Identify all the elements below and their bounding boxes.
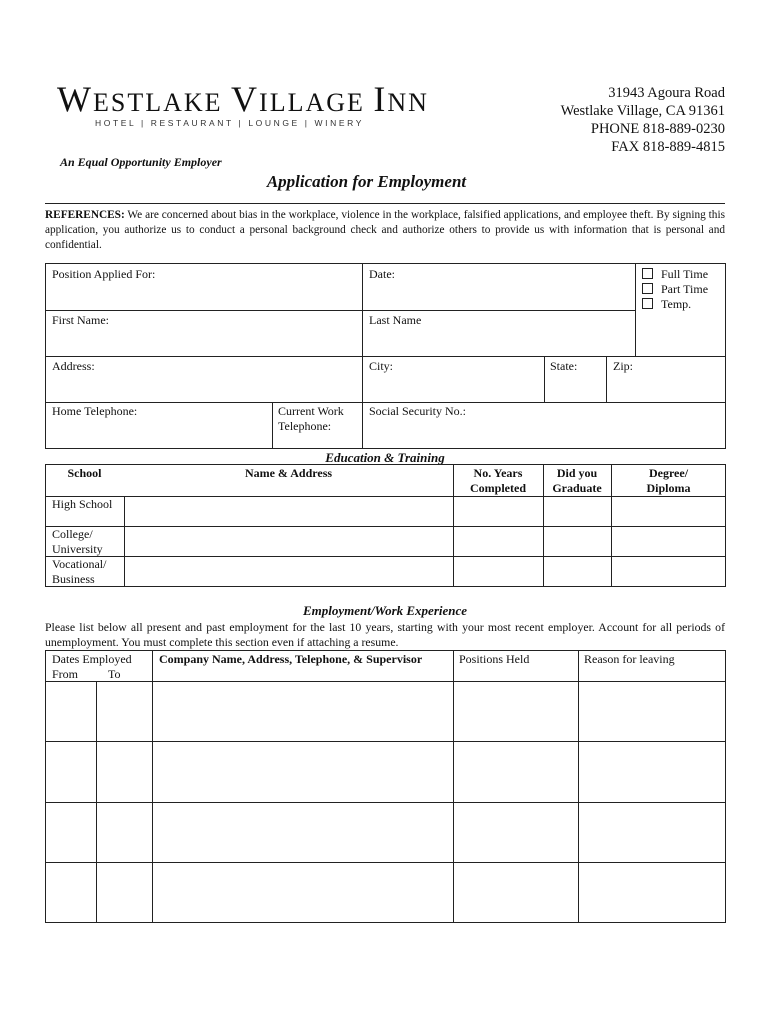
employment-table xyxy=(45,650,726,923)
divider xyxy=(544,356,545,402)
divider xyxy=(453,650,454,923)
divider xyxy=(578,650,579,923)
temp-label: Temp. xyxy=(661,297,692,311)
divider xyxy=(45,356,726,357)
fax-number: FAX 818-889-4815 xyxy=(611,139,725,155)
address-field[interactable]: Address: xyxy=(52,359,95,373)
divider xyxy=(45,741,726,742)
high-school-row-label: High School xyxy=(52,497,113,511)
name-address-column-header: Name & Address xyxy=(244,466,333,480)
references-text: We are concerned about bias in the workplace, violence in the workplace, falsified applications, and employee theft. By signing this application, you authorize us to conduct a personal background check and authorize others to provide us with information that is personal and confidential. xyxy=(45,209,725,251)
row-label-line: Business xyxy=(52,572,95,586)
company-logo xyxy=(57,78,429,120)
temp-checkbox[interactable] xyxy=(642,298,653,309)
full-time-label: Full Time xyxy=(661,267,709,281)
row-label-line: University xyxy=(52,542,103,556)
divider xyxy=(606,356,607,402)
work-telephone-field[interactable] xyxy=(278,404,344,434)
address-city: Westlake Village, CA 91361 xyxy=(560,103,725,119)
education-section-title: Education & Training xyxy=(325,450,445,465)
part-time-label: Part Time xyxy=(661,282,709,296)
home-telephone-field[interactable]: Home Telephone: xyxy=(52,404,138,418)
college-row-label xyxy=(52,527,103,557)
reason-for-leaving-header: Reason for leaving xyxy=(584,652,675,666)
first-name-field[interactable]: First Name: xyxy=(52,313,109,327)
form-title: Application for Employment xyxy=(266,172,467,191)
company-address xyxy=(561,84,725,156)
header-line: No. Years xyxy=(473,466,523,480)
ssn-field[interactable]: Social Security No.: xyxy=(369,404,466,418)
row-label-line: Vocational/ xyxy=(52,557,107,571)
vocational-row-label xyxy=(52,557,106,587)
header-line: Did you xyxy=(556,466,598,480)
logo-word: ILLAGE xyxy=(259,88,365,117)
divider xyxy=(45,862,726,863)
to-header: To xyxy=(108,667,121,681)
divider xyxy=(45,402,726,403)
logo-word: ESTLAKE xyxy=(92,88,223,117)
full-time-checkbox[interactable] xyxy=(642,268,653,279)
employment-instructions: Please list below all present and past employment for the last 10 years, starting with your most recent employer. Account for all periods of unemployment. You must complete this section even if attaching a resume. xyxy=(45,620,725,649)
employment-section-title: Employment/Work Experience xyxy=(302,603,468,618)
divider xyxy=(272,402,273,449)
positions-held-header: Positions Held xyxy=(459,652,530,666)
logo-letter: V xyxy=(231,79,260,119)
address-street: 31943 Agoura Road xyxy=(608,85,725,101)
divider xyxy=(45,802,726,803)
phone-number: PHONE 818-889-0230 xyxy=(590,121,725,137)
divider xyxy=(45,526,726,527)
last-name-field[interactable]: Last Name xyxy=(369,313,422,327)
logo-word: NN xyxy=(387,88,429,117)
divider xyxy=(362,263,363,449)
from-header: From xyxy=(52,667,79,681)
zip-field[interactable]: Zip: xyxy=(613,359,633,373)
header-line: Completed xyxy=(470,481,526,495)
divider xyxy=(45,496,726,497)
header-line: Degree/ xyxy=(648,466,689,480)
title-divider xyxy=(45,203,725,204)
part-time-checkbox[interactable] xyxy=(642,283,653,294)
logo-letter: W xyxy=(57,79,93,119)
divider xyxy=(96,681,97,923)
divider xyxy=(45,310,635,311)
company-column-header: Company Name, Address, Telephone, & Supervisor xyxy=(159,652,423,666)
state-field[interactable]: State: xyxy=(550,359,578,373)
row-label-line: College/ xyxy=(52,527,93,541)
divider xyxy=(45,556,726,557)
divider xyxy=(124,496,125,587)
degree-column-header xyxy=(611,466,726,496)
divider xyxy=(45,681,726,682)
work-telephone-label-2: Telephone: xyxy=(278,419,332,433)
graduated-column-header xyxy=(543,466,611,496)
school-column-header: School xyxy=(67,466,102,480)
position-applied-field[interactable]: Position Applied For: xyxy=(52,267,156,281)
divider xyxy=(635,263,636,356)
divider xyxy=(152,650,153,923)
years-completed-column-header xyxy=(453,466,543,496)
header-line: Graduate xyxy=(552,481,602,495)
references-paragraph xyxy=(45,208,725,253)
header-line: Diploma xyxy=(646,481,691,495)
dates-employed-header: Dates Employed xyxy=(52,652,132,666)
date-field[interactable]: Date: xyxy=(369,267,395,281)
references-label: REFERENCES: xyxy=(45,209,125,221)
equal-opportunity-note: An Equal Opportunity Employer xyxy=(60,155,222,169)
logo-letter: I xyxy=(373,79,388,119)
city-field[interactable]: City: xyxy=(369,359,394,373)
work-telephone-label-1: Current Work xyxy=(278,404,344,418)
logo-tagline: HOTEL | RESTAURANT | LOUNGE | WINERY xyxy=(95,118,364,128)
